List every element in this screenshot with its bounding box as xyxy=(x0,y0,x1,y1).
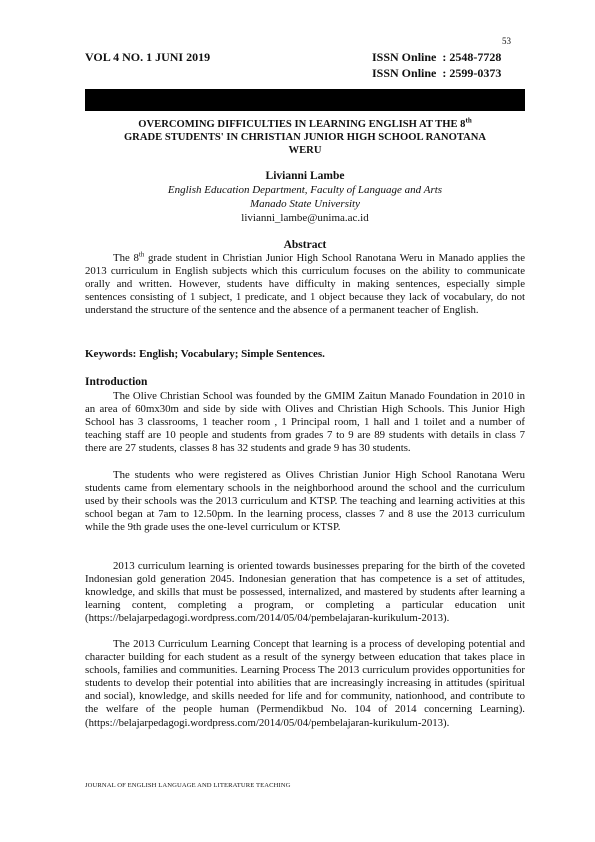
author-email: livianni_lambe@unima.ac.id xyxy=(241,212,369,224)
abstract-text-rest: grade student in Christian Junior High School Ranotana Weru in Manado applies the 2013 curriculum in English subjects which this curriculum focuses on the ability to communicate orally and written. However, students have difficulty in making sentences, especially simple sentences consisting of 1 subject, 1 predicate, and 1 object because they lack of vocabulary, do not understand the structure of the sentence and the absence of a permanent teacher of English. xyxy=(85,252,525,317)
article-title xyxy=(85,118,525,157)
introduction-paragraph-2 xyxy=(85,469,525,534)
paragraph-text: 2013 curriculum learning is oriented towards businesses preparing for the birth of the coveted Indonesian gold generation 2045. Indonesian generation that has competence is a set of attitudes, knowledge, and skills that must be possessed, internalized, and mastered by students after learning a learning content, completing a program, or completing a particular education unit (https://belajarpedagogi.wordpress.com/2014/05/04/pembelajaran-kurikulum-2013). xyxy=(85,560,525,625)
abstract-superscript: th xyxy=(138,250,145,259)
paragraph-text: The 2013 Curriculum Learning Concept that learning is a process of developing potential and character building for each student as a result of the synergy between education that takes place in schools, families and communities. Learning Process The 2013 curriculum provides opportunities for students to develop their potential into abilities that are increasingly increasing in attitudes (spiritual and social), knowledge, and skills needed for life and for community, nationhood, and contribute to the welfare of the people human (Permendikbud No. 104 of 2014 concerning Learning). (https://belajarpedagogi.wordpress.com/2014/05/04/pembelajaran-kurikulum-2013). xyxy=(85,638,525,729)
abstract-text-start: The 8 xyxy=(113,252,139,264)
journal-footer: JOURNAL OF ENGLISH LANGUAGE AND LITERATURE TEACHING xyxy=(85,782,291,789)
page-number: 53 xyxy=(502,36,511,46)
introduction-paragraph-3 xyxy=(85,560,525,625)
introduction-paragraph-1 xyxy=(85,390,525,455)
introduction-paragraph-4 xyxy=(85,638,525,730)
author-affiliation-university: Manado State University xyxy=(250,198,360,210)
title-superscript: th xyxy=(465,116,472,125)
header-black-bar xyxy=(85,89,525,111)
title-line-3: WERU xyxy=(288,145,322,156)
author-name: Livianni Lambe xyxy=(265,170,345,182)
keywords: Keywords: English; Vocabulary; Simple Sentences. xyxy=(85,348,325,360)
author-affiliation-department: English Education Department, Faculty of Language and Arts xyxy=(167,184,443,196)
paragraph-text: The students who were registered as Olives Christian Junior High School Ranotana Weru students came from elementary schools in the neighborhood around the school and the curriculum used by their schools was the 2013 curriculum and KTSP. The teaching and learning activities at this school began at 7am to 12.50pm. In the learning process, classes 7 and 8 use the 2013 curriculum while the 9th grade uses the one-level curriculum or KTSP. xyxy=(85,469,525,534)
introduction-heading: Introduction xyxy=(85,376,148,388)
title-line-1: OVERCOMING DIFFICULTIES IN LEARNING ENGLISH AT THE 8 xyxy=(138,119,466,130)
issn-online-1: ISSN Online : 2548-7728 xyxy=(372,50,502,64)
journal-volume: VOL 4 NO. 1 JUNI 2019 xyxy=(85,50,211,64)
paragraph-text: The Olive Christian School was founded by the GMIM Zaitun Manado Foundation in 2010 in an area of 60mx30m and side by side with Olives and Christian High Schools. This Junior High School has 3 classrooms, 1 teacher room , 1 Principal room, 1 hall and 1 toilet and a number of teaching staff are 10 people and students from grades 7 to 9 are 89 students with details in class 7 there are 27 students, classes 8 has 32 students and grade 9 has 30 students. xyxy=(85,390,525,455)
title-line-2: GRADE STUDENTS' IN CHRISTIAN JUNIOR HIGH SCHOOL RANOTANA xyxy=(123,132,487,143)
abstract-heading: Abstract xyxy=(283,239,327,251)
abstract-body xyxy=(85,252,525,317)
issn-online-2: ISSN Online : 2599-0373 xyxy=(372,66,502,80)
